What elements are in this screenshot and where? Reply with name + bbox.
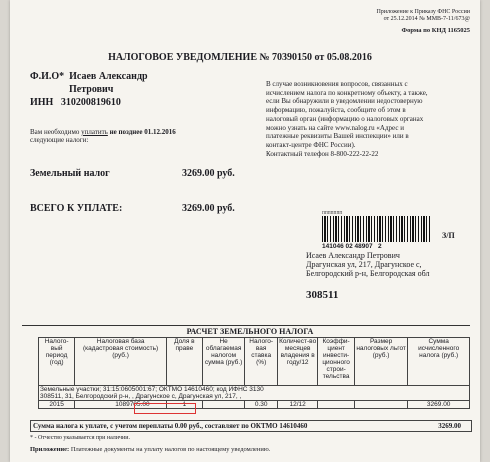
calc-data-row [39,401,470,409]
barcode-number-main: 141046 02 48907 [322,243,373,250]
col-header: Налоговая база (кадастровая стоимость) (руб.) [75,338,167,386]
appendix-reference [310,9,470,23]
barcode-caption: ППППППП [322,210,343,215]
cell-rate: 0.30 [245,401,278,409]
calc-header-row [39,338,470,386]
zp-mark: З/П [442,231,455,240]
cell-amount: 3269.00 [408,401,470,409]
col-header: Размер налоговых льгот (руб.) [354,338,407,386]
calc-table [38,337,470,409]
recipient-address [306,251,429,278]
notice-title: НАЛОГОВОЕ УВЕДОМЛЕНИЕ № 70390150 от 05.08.2016 [108,52,372,63]
calc-object [39,386,470,401]
info-line: платежные реквизиты Вашей инспекции» или в [266,132,409,141]
calc-object-line: Земельные участки; 31:15:0605001:67; ОКТМО 14610460; код ИФНС 3130 [40,386,264,393]
col-header: Сумма исчисленного налога (руб.) [408,338,470,386]
col-header: Доля в праве [166,338,202,386]
info-line: В случае возникновения вопросов, связанных с [266,80,408,88]
col-header: Налого-вый период (год) [39,338,75,386]
info-line: информацию, пожалуйста, сообщите об этом в [266,106,406,115]
fio-line-2: Петрович [69,84,114,95]
pay-notice-text: Вам необходимо [30,128,82,136]
calc-address-line: 308511, 31, Белгородский р-н, , Драгунское с, Драгунская ул, 217, , [40,393,242,400]
fio-line-1: Исаев Александр [69,71,148,82]
divider [22,325,470,326]
cell-share: 1 [166,401,202,409]
total-label: ВСЕГО К УПЛАТЕ: [30,203,123,214]
pay-link[interactable]: уплатить [81,128,108,136]
postal-code: 308511 [306,289,339,301]
cell-months: 12/12 [277,401,317,409]
total-value: 3269.00 руб. [182,203,235,214]
attachment [30,446,270,453]
address-line: Исаев Александр Петрович [306,251,400,260]
info-line: если Вы обнаружили в уведомлении недостоверную [266,97,423,106]
attachment-label: Приложение: [30,446,70,453]
highlight-box [134,403,196,414]
col-header: Коэффи-циент инвести-ционного строи-тельства [318,338,355,386]
info-line: Контактный телефон 8-800-222-22-22 [266,149,379,158]
cell-benefit [354,401,407,409]
taxpayer-block [30,70,148,109]
sum-value: 3269.00 [438,422,461,430]
attachment-text: Платежные документы на уплату налогов по настоящему уведомлению. [70,446,271,453]
address-line: Белгородский р-н, Белгородская обл [306,269,430,278]
land-tax-value: 3269.00 руб. [182,168,235,179]
sum-text: Сумма налога к уплате, с учетом переплаты 0.00 руб., составляет по ОКТМО 14610460 [33,422,308,430]
cell-coef [318,401,355,409]
info-text [266,80,462,158]
cell-exempt [202,401,245,409]
inn-value: 310200819610 [60,97,121,108]
footnote: * - Отчество указывается при наличии. [30,435,130,441]
form-code: Форма по КНД 1165025 [401,27,470,34]
barcode-number-end: 2 [378,243,382,250]
barcode [322,216,432,242]
barcode-number [322,243,382,251]
info-line: исчислением налога по конкретному объекту, а также, [266,88,428,97]
inn-label: ИНН [30,97,54,108]
appendix-line-2: от 25.12.2014 № ММВ-7-11/673@ [383,16,470,22]
tax-notice-sheet [10,0,480,462]
cell-base: 1089705.00 [75,401,167,409]
address-line: Драгунская ул, 217, Драгунское с, [306,260,422,269]
col-header: Не облагаемая налогом сумма (руб.) [202,338,245,386]
col-header: Количест-во месяцев владения в году/12 [277,338,317,386]
calc-object-row [39,386,470,401]
pay-notice [30,128,176,144]
col-header: Налого-вая ставка (%) [245,338,278,386]
land-tax-label: Земельный налог [30,168,110,179]
info-line: налоговый орган (информацию о налоговых органах [266,114,424,123]
sum-line [30,420,472,432]
pay-notice-text-2: не позднее [107,128,145,136]
info-line: контакт-центре ФНС России). [266,140,356,149]
pay-deadline: 01.12.2016 [144,128,176,136]
pay-notice-line-2: следующие налоги: [30,136,89,144]
fio-label: Ф.И.О* [30,71,65,82]
cell-year: 2015 [39,401,75,409]
appendix-line-1: Приложение к Приказу ФНС России [376,9,470,15]
calc-title: РАСЧЕТ ЗЕМЕЛЬНОГО НАЛОГА [186,327,314,336]
info-line: можно узнать на сайте www.nalog.ru «Адрес и [266,123,404,132]
